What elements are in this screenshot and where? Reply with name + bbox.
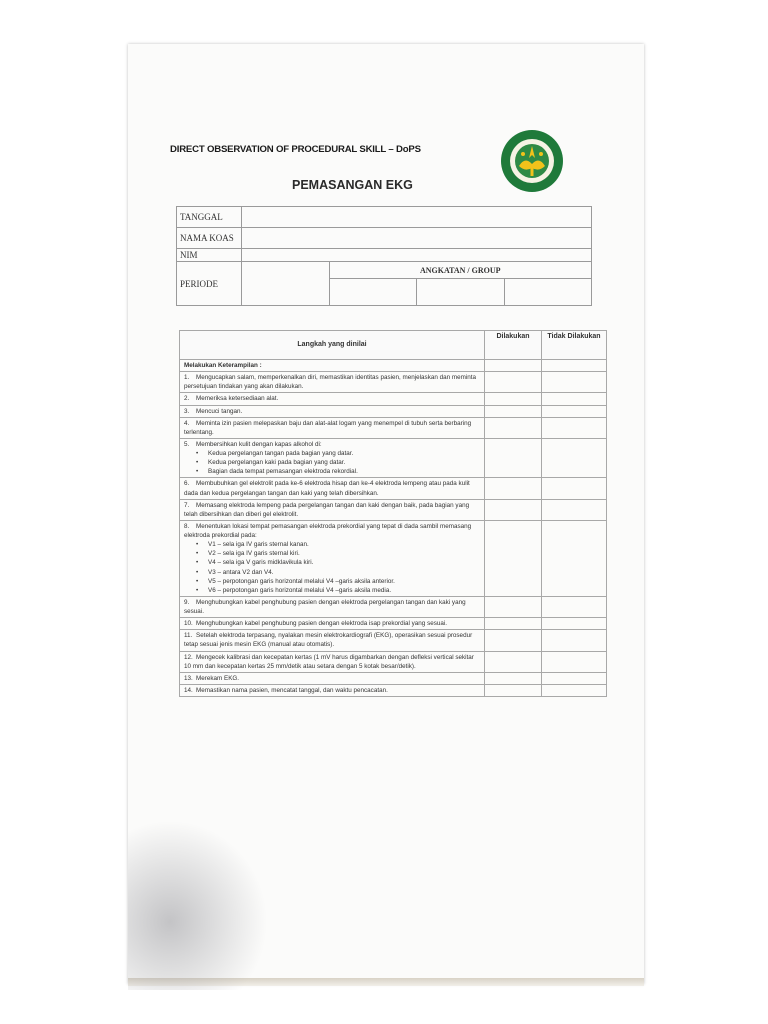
step-cell — [180, 596, 485, 617]
step-text: Menghubungkan kabel penghubung pasien dengan elektroda isap prekordial yang sesuai. — [196, 620, 448, 628]
step-number: 1. — [184, 374, 190, 382]
step-cell — [180, 630, 485, 651]
step-text: Membubuhkan gel elektrolit pada ke-6 elektroda hisap dan ke-4 elektroda lempeng atau pada kulit dada dan kedua pergelangan tangan dan kaki yang telah dibersihkan. — [184, 480, 470, 497]
step-cell — [180, 393, 485, 405]
check-cell-done[interactable] — [485, 618, 542, 630]
check-cell-done[interactable] — [485, 684, 542, 696]
list-item: • Kedua pergelangan tangan pada bagian yang datar. — [208, 449, 480, 458]
step-number: 7. — [184, 501, 190, 509]
step-text: Memastikan nama pasien, mencatat tanggal, dan waktu pencacatan. — [196, 686, 388, 694]
step-text: Merekam EKG. — [196, 674, 240, 682]
table-row — [180, 372, 607, 393]
list-item: • V1 – sela iga IV garis sternal kanan. — [208, 540, 480, 549]
table-row — [180, 478, 607, 499]
column-header-not-done: Tidak Dilakukan — [542, 331, 607, 360]
university-seal-icon — [499, 128, 565, 194]
step-cell — [180, 405, 485, 417]
step-number: 14. — [184, 686, 193, 694]
step-text: Mengecek kalibrasi dan kecepatan kertas (1 mV harus digambarkan dengan defleksi vertical sekitar 10 mm dan kecepatan kertas 25 mm/detik atau setara dengan 5 kotak besar/detik). — [184, 653, 474, 670]
step-cell — [180, 684, 485, 696]
step-cell — [180, 651, 485, 672]
document-title: PEMASANGAN EKG — [292, 178, 413, 192]
list-item: • Kedua pergelangan kaki pada bagian yang datar. — [208, 458, 480, 467]
section-title: Melakukan Keterampilan : — [180, 360, 485, 372]
check-cell-not-done[interactable] — [542, 596, 607, 617]
table-row — [180, 618, 607, 630]
step-cell — [180, 520, 485, 596]
identity-form — [176, 206, 592, 306]
step-cell — [180, 478, 485, 499]
table-row — [180, 630, 607, 651]
step-number: 2. — [184, 395, 190, 403]
step-cell — [180, 672, 485, 684]
step-number: 4. — [184, 419, 190, 427]
check-cell-not-done[interactable] — [542, 520, 607, 596]
angkatan-field-2[interactable] — [417, 279, 505, 306]
table-row — [180, 438, 607, 478]
check-cell-not-done[interactable] — [542, 499, 607, 520]
nim-field[interactable] — [242, 249, 592, 262]
angkatan-field-1[interactable] — [329, 279, 417, 306]
column-header-done: Dilakukan — [485, 331, 542, 360]
list-item: • V6 – perpotongan garis horizontal melalui V4 –garis aksila media. — [208, 586, 480, 595]
table-row — [180, 672, 607, 684]
table-row — [180, 651, 607, 672]
step-number: 13. — [184, 674, 193, 682]
step-cell — [180, 618, 485, 630]
table-row — [180, 393, 607, 405]
nama-koas-field[interactable] — [242, 228, 592, 249]
column-header-step: Langkah yang dinilai — [180, 331, 485, 360]
step-number: 5. — [184, 440, 190, 448]
check-cell-done[interactable] — [485, 417, 542, 438]
step-text: Membersihkan kulit dengan kapas alkohol di: — [196, 440, 322, 448]
nim-label: NIM — [177, 249, 242, 262]
bullet-list — [184, 449, 480, 476]
check-cell-not-done[interactable] — [542, 618, 607, 630]
step-number: 9. — [184, 598, 190, 606]
step-text: Menghubungkan kabel penghubung pasien dengan elektroda pergelangan tangan dan kaki yang sesuai. — [184, 598, 466, 615]
table-row — [180, 417, 607, 438]
check-cell-done[interactable] — [485, 499, 542, 520]
check-cell[interactable] — [542, 360, 607, 372]
check-cell-done[interactable] — [485, 478, 542, 499]
check-cell[interactable] — [485, 360, 542, 372]
check-cell-not-done[interactable] — [542, 405, 607, 417]
list-item: • V2 – sela iga IV garis sternal kiri. — [208, 549, 480, 558]
check-cell-not-done[interactable] — [542, 478, 607, 499]
check-cell-done[interactable] — [485, 393, 542, 405]
check-cell-done[interactable] — [485, 672, 542, 684]
angkatan-field-3[interactable] — [504, 279, 592, 306]
periode-field[interactable] — [242, 262, 330, 306]
tanggal-field[interactable] — [242, 207, 592, 228]
step-text: Memasang elektroda lempeng pada pergelangan tangan dan kaki dengan baik, pada bagian yang telah dibersihkan dan diberi gel elektrolit. — [184, 501, 470, 518]
nama-koas-label: NAMA KOAS — [177, 228, 242, 249]
assessment-table — [179, 330, 607, 697]
check-cell-not-done[interactable] — [542, 684, 607, 696]
check-cell-done[interactable] — [485, 596, 542, 617]
check-cell-not-done[interactable] — [542, 393, 607, 405]
check-cell-not-done[interactable] — [542, 438, 607, 478]
step-cell — [180, 438, 485, 478]
table-row — [180, 520, 607, 596]
step-number: 8. — [184, 522, 190, 530]
list-item: • V3 – antara V2 dan V4. — [208, 568, 480, 577]
document-header: DIRECT OBSERVATION OF PROCEDURAL SKILL – DoPS — [170, 144, 421, 155]
check-cell-not-done[interactable] — [542, 417, 607, 438]
step-text: Memeriksa ketersediaan alat. — [196, 395, 279, 403]
check-cell-not-done[interactable] — [542, 630, 607, 651]
check-cell-done[interactable] — [485, 372, 542, 393]
step-text: Menentukan lokasi tempat pemasangan elektroda prekordial yang tepat di dada sambil memasang elektroda prekordial pada: — [184, 522, 472, 539]
check-cell-done[interactable] — [485, 630, 542, 651]
step-text: Mencuci tangan. — [196, 407, 243, 415]
list-item: • V5 – perpotongan garis horizontal melalui V4 –garis aksila anterior. — [208, 577, 480, 586]
step-text: Mengucapkan salam, memperkenalkan diri, memastikan identitas pasien, menjelaskan dan meminta persetujuan tindakan yang akan dilakukan. — [184, 374, 477, 391]
table-row — [180, 684, 607, 696]
step-cell — [180, 417, 485, 438]
check-cell-not-done[interactable] — [542, 672, 607, 684]
check-cell-done[interactable] — [485, 438, 542, 478]
check-cell-not-done[interactable] — [542, 651, 607, 672]
shadow — [128, 820, 268, 990]
table-row — [180, 596, 607, 617]
bullet-list — [184, 540, 480, 595]
list-item: • Bagian dada tempat pemasangan elektroda rekordial. — [208, 467, 480, 476]
step-number: 6. — [184, 480, 190, 488]
check-cell-done[interactable] — [485, 520, 542, 596]
step-number: 10. — [184, 620, 193, 628]
periode-label: PERIODE — [177, 262, 242, 306]
check-cell-done[interactable] — [485, 405, 542, 417]
check-cell-not-done[interactable] — [542, 372, 607, 393]
step-text: Meminta izin pasien melepaskan baju dan alat-alat logam yang menempel di tubuh serta berbaring terlentang. — [184, 419, 472, 436]
step-cell — [180, 372, 485, 393]
list-item: • V4 – sela iga V garis midklavikula kiri. — [208, 558, 480, 567]
step-cell — [180, 499, 485, 520]
table-row — [180, 499, 607, 520]
step-number: 12. — [184, 653, 193, 661]
angkatan-group-label: ANGKATAN / GROUP — [329, 262, 592, 279]
check-cell-done[interactable] — [485, 651, 542, 672]
tanggal-label: TANGGAL — [177, 207, 242, 228]
step-number: 3. — [184, 407, 190, 415]
step-text: Setelah elektroda terpasang, nyalakan mesin elektrokardiografi (EKG), operasikan sesuai prosedur tetap sesuai jenis mesin EKG (manual atau otomatis). — [184, 632, 473, 649]
step-number: 11. — [184, 632, 193, 640]
table-row — [180, 405, 607, 417]
